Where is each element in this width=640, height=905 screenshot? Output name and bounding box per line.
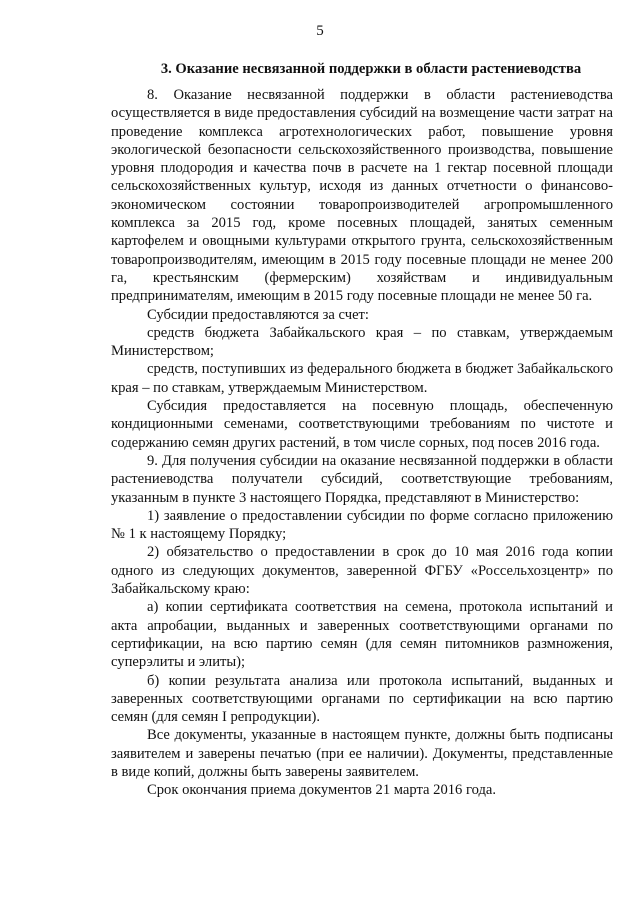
page-number: 5	[316, 23, 324, 39]
paragraph-item-a: а) копии сертификата соответствия на семена, протокола испытаний и акта апробации, выданных и заверенных соответствующими органами по сертификации, на всю партию семян (для семян питомников размножения, суперэлиты и элиты);	[111, 599, 613, 671]
paragraph-9: 9. Для получения субсидии на оказание несвязанной поддержки в области растениеводства получатели субсидий, соответствующие требованиям, указанным в пункте 3 настоящего Порядка, представляют в Министерство:	[111, 452, 613, 506]
paragraph-regional-budget: средств бюджета Забайкальского края – по ставкам, утверждаемым Министерством;	[111, 324, 613, 360]
paragraph-deadline: Срок окончания приема документов 21 марта 2016 года.	[147, 782, 497, 799]
paragraph-8: 8. Оказание несвязанной поддержки в области растениеводства осуществляется в виде предоставления субсидий на возмещение части затрат на проведение комплекса агротехнологических работ, повышение уровня экологической безопасности сельскохозяйственного производства, повышение уровня плодородия и качества почв в расчете на 1 гектар посевной площади сельскохозяйственных культур, исходя из данных отчетности о финансово-экономическом состоянии товаропроизводителей агропромышленного комплекса за 2015 год, кроме посевных площадей, занятых семенным картофелем и овощными культурами открытого грунта, сельскохозяйственным товаропроизводителям, имеющим в 2015 году посевные площади не менее 200 га, крестьянским (фермерским) хозяйствам и индивидуальным предпринимателям, имеющим в 2015 году посевные площади не менее 50 га.	[111, 87, 613, 305]
paragraph-sown-area: Субсидия предоставляется на посевную площадь, обеспеченную кондиционными семенами, соответствующими требованиям по чистоте и содержанию семян других растений, в том числе сорных, под посев 2016 года.	[111, 398, 613, 451]
document-body	[111, 60, 613, 800]
paragraph-federal-budget: средств, поступивших из федерального бюджета в бюджет Забайкальского края – по ставкам, утверждаемым Министерством.	[111, 361, 613, 396]
paragraph-subsidy-sources: Субсидии предоставляются за счет:	[147, 306, 369, 323]
section-title: 3. Оказание несвязанной поддержки в области растениеводства	[160, 61, 582, 77]
paragraph-item-1: 1) заявление о предоставлении субсидии по форме согласно приложению № 1 к настоящему Порядку;	[111, 507, 613, 543]
paragraph-item-b: б) копии результата анализа или протокола испытаний, выданных и заверенных соответствующими органами по сертификации на всю партию семян (для семян I репродукции).	[111, 672, 613, 726]
paragraph-documents-signed: Все документы, указанные в настоящем пункте, должны быть подписаны заявителем и заверены печатью (при ее наличии). Документы, представленные в виде копий, должны быть заверены заявителем.	[111, 727, 613, 780]
paragraph-item-2: 2) обязательство о предоставлении в срок до 10 мая 2016 года копии одного из следующих документов, заверенной ФГБУ «Россельхозцентр» по Забайкальскому краю:	[111, 544, 613, 598]
